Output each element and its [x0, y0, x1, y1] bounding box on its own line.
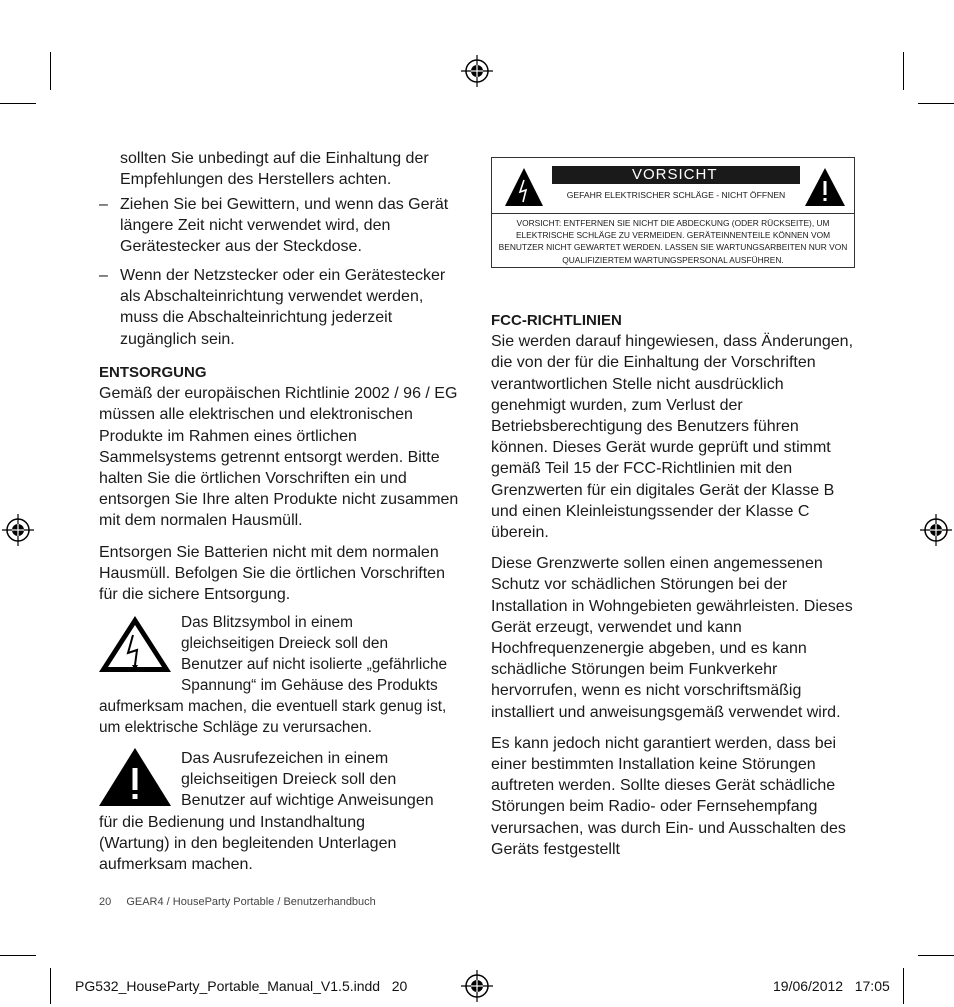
page-number: 20	[99, 896, 112, 908]
running-title: GEAR4 / HouseParty Portable / Benutzerhandbuch	[126, 896, 376, 908]
crop-mark	[903, 52, 904, 90]
intro-text: sollten Sie unbedingt auf die Einhaltung der Empfehlungen des Herstellers achten.	[120, 150, 429, 189]
slug-date: 19/06/2012 17:05	[773, 978, 890, 994]
lightning-description	[181, 612, 471, 696]
divider	[492, 213, 854, 214]
exclamation-description	[181, 748, 471, 812]
page-footer	[99, 896, 376, 908]
bullet-text: Ziehen Sie bei Gewittern, und wenn das Gerät längere Zeit nicht verwendet wird, den Gerätestecker aus der Steckdose.	[120, 196, 449, 256]
fcc-paragraph-1: Sie werden darauf hingewiesen, dass Änderungen, die von der für die Einhaltung der Vorschriften verantwortlichen Stelle nicht ausdrücklich genehmigt wurden, zum Verlust der Betriebsberechtigung des Benutzers führen können. Dieses Gerät wurde geprüft und stimmt gemäß Teil 15 der FCC-Richtlinien mit den Grenzwerten für ein digitales Gerät der Klasse B und einen Kleinleistungssender der Klasse C überein.	[491, 333, 854, 542]
crop-mark	[50, 968, 51, 1004]
bullet-marker: –	[99, 196, 108, 213]
text-block: aufmerksam machen, die eventuell stark genug ist, um elektrische Schläge zu verursachen.	[99, 698, 447, 736]
exclamation-description-continued	[99, 812, 439, 876]
text-block: für die Bedienung und Instandhaltung (Wartung) in den begleitenden Unterlagen aufmerksam machen.	[99, 814, 397, 874]
list-item	[99, 194, 465, 264]
caution-subtitle: GEFAHR ELEKTRISCHER SCHLÄGE - NICHT ÖFFNEN	[566, 190, 786, 200]
fcc-section	[491, 310, 859, 860]
text-line: Das Blitzsymbol in einem	[181, 614, 353, 631]
registration-mark-icon	[2, 514, 34, 546]
crop-mark	[918, 955, 954, 956]
section-heading: FCC-RICHTLINIEN	[491, 312, 622, 329]
section-heading: ENTSORGUNG	[99, 364, 207, 381]
entsorgung-paragraph-1: Gemäß der europäischen Richtlinie 2002 / 96 / EG müssen alle elektrischen und elektronischen Produkte im Rahmen eines örtlichen Sammelsystems getrennt entsorgt werden. Bitte halten Sie die örtlichen Vorschriften ein und entsorgen Sie Ihre alten Produkte nicht zusammen mit dem normalen Hausmüll.	[99, 385, 459, 530]
crop-mark	[50, 52, 51, 90]
bullet-marker: –	[99, 267, 108, 284]
registration-mark-icon	[461, 970, 493, 1002]
lightning-description-continued	[99, 696, 469, 738]
crop-mark	[903, 968, 904, 1004]
crop-mark	[0, 955, 36, 956]
slug-filename: PG532_HouseParty_Portable_Manual_V1.5.indd 20	[75, 978, 408, 994]
intro-paragraph	[120, 148, 465, 190]
exclamation-warning-icon	[99, 748, 171, 806]
registration-mark-icon	[920, 514, 952, 546]
fcc-paragraph-3: Es kann jedoch nicht garantiert werden, dass bei einer bestimmten Installation keine Störungen auftreten werden. Sollte dieses Gerät schädliche Störungen beim Radio- oder Fernsehempfang verursachen, was durch Ein- und Ausschalten des Geräts festgestellt	[491, 734, 846, 858]
text-line: gleichseitigen Dreieck soll den	[181, 635, 389, 652]
crop-mark	[0, 103, 36, 104]
text-line: gleichseitigen Dreieck soll den	[181, 771, 397, 789]
text-line: Benutzer auf nicht isolierte „gefährliche	[181, 656, 448, 673]
caution-body: VORSICHT: ENTFERNEN SIE NICHT DIE ABDECKUNG (ODER RÜCKSEITE), UM ELEKTRISCHE SCHLÄGE ZU VERMEIDEN. GERÄTEINNENTEILE KÖNNEN VOM BENUTZER NICHT GEWARTET WERDEN. LASSEN SIE WARTUNGSARBEITEN NUR VON QUALIFIZIERTEM WARTUNGSPERSONAL AUSFÜHREN.	[498, 218, 848, 265]
list-item	[99, 265, 465, 355]
text-line: Das Ausrufezeichen in einem	[181, 750, 389, 767]
registration-mark-icon	[461, 55, 493, 87]
lightning-warning-icon	[99, 616, 171, 672]
text-line: Benutzer auf wichtige Anweisungen	[181, 792, 434, 810]
entsorgung-section	[99, 362, 467, 605]
entsorgung-paragraph-2: Entsorgen Sie Batterien nicht mit dem normalen Hausmüll. Befolgen Sie die örtlichen Vorschriften für die sichere Entsorgung.	[99, 543, 445, 604]
caution-label-box	[491, 157, 855, 268]
bullet-text: Wenn der Netzstecker oder ein Gerätestecker als Abschalteinrichtung verwendet werden, muss die Abschalteinrichtung jederzeit zugänglich sein.	[120, 267, 446, 348]
fcc-paragraph-2: Diese Grenzwerte sollen einen angemessenen Schutz vor schädlichen Störungen bei der Installation in Wohngebieten gewährleisten. Dieses Gerät erzeugt, verwendet und kann Hochfrequenzenergie abgeben, und es kann schädliche Störungen beim Funkverkehr hervorrufen, wenn es nicht vorschriftsmäßig installiert und anweisungsgemäß verwendet wird.	[491, 555, 853, 721]
caution-title: VORSICHT	[552, 166, 800, 184]
text-line: Spannung“ im Gehäuse des Produkts	[181, 677, 438, 694]
exclamation-warning-icon	[805, 168, 845, 206]
crop-mark	[918, 103, 954, 104]
lightning-warning-icon	[505, 168, 543, 206]
